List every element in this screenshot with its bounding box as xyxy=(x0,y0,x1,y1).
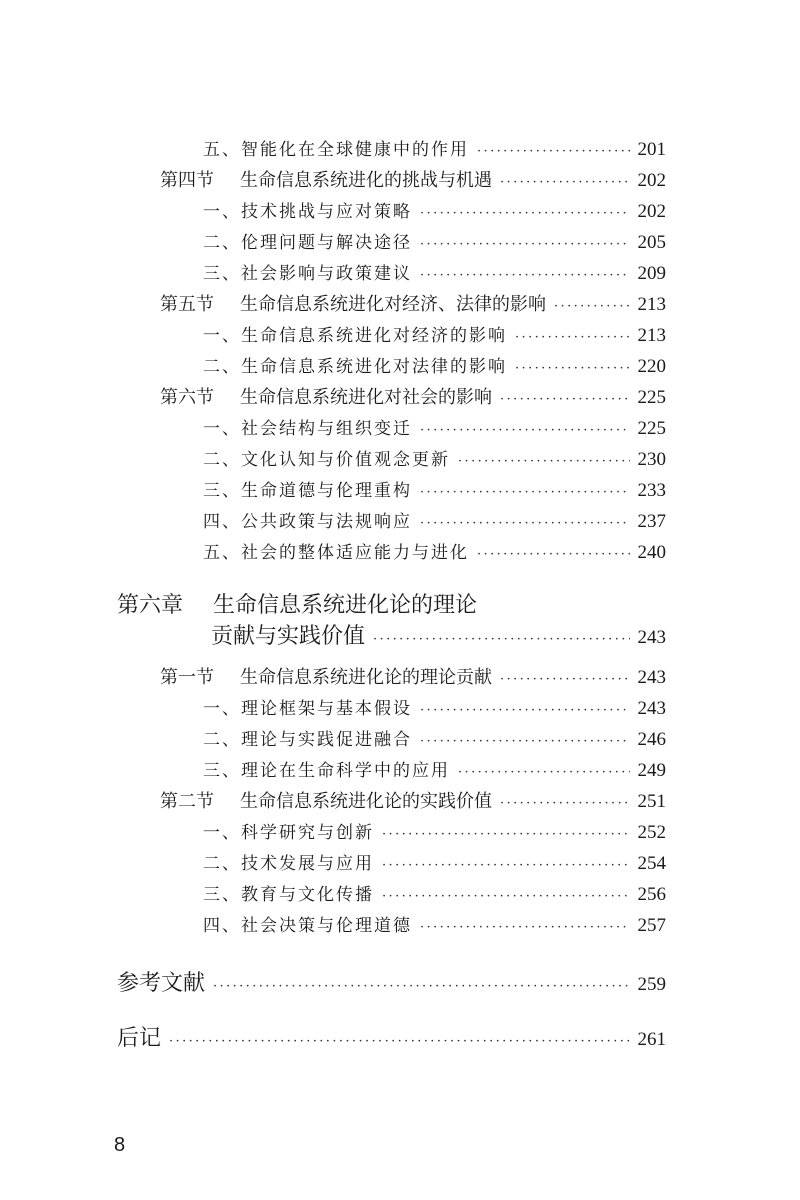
toc-row xyxy=(203,507,666,537)
toc-row xyxy=(203,849,666,879)
section-number: 第二节 xyxy=(160,791,214,812)
chapter-heading xyxy=(117,588,477,619)
entry-title: 一、技术挑战与应对策略 xyxy=(203,202,412,222)
dot-leader xyxy=(420,423,630,438)
dot-leader xyxy=(420,237,630,252)
dot-leader xyxy=(420,485,630,500)
dot-leader xyxy=(213,979,630,994)
entry-title: 三、教育与文化传播 xyxy=(203,885,374,905)
toc-row xyxy=(203,414,666,444)
section-title: 生命信息系统进化对社会的影响 xyxy=(240,387,492,408)
toc-row xyxy=(203,756,666,786)
entry-title: 五、社会的整体适应能力与进化 xyxy=(203,543,469,563)
entry-title: 一、生命信息系统进化对经济的影响 xyxy=(203,326,507,346)
toc-row xyxy=(160,663,666,693)
page-number: 202 xyxy=(637,201,666,222)
toc-row xyxy=(203,228,666,258)
toc-row xyxy=(203,476,666,506)
page-number: 220 xyxy=(637,356,666,377)
page-number: 254 xyxy=(637,853,666,874)
chapter-title-line2: 贡献与实践价值 xyxy=(211,624,366,649)
dot-leader xyxy=(500,796,630,811)
dot-leader xyxy=(382,858,630,873)
dot-leader xyxy=(382,889,630,904)
dot-leader xyxy=(515,361,630,376)
toc-row xyxy=(160,787,666,817)
section-title: 生命信息系统进化的挑战与机遇 xyxy=(240,170,492,191)
dot-leader xyxy=(500,175,630,190)
toc-row xyxy=(160,290,666,320)
toc-row xyxy=(203,445,666,475)
chapter-title-line1: 生命信息系统进化论的理论 xyxy=(213,593,478,618)
toc-row xyxy=(203,725,666,755)
dot-leader xyxy=(420,703,630,718)
toc-row xyxy=(203,197,666,227)
entry-title: 五、智能化在全球健康中的作用 xyxy=(203,140,469,160)
page-number: 261 xyxy=(637,1029,666,1050)
entry-title: 一、科学研究与创新 xyxy=(203,823,374,843)
toc-row xyxy=(203,694,666,724)
entry-title: 二、理论与实践促进融合 xyxy=(203,730,412,750)
page-number: 252 xyxy=(637,822,666,843)
page-number: 225 xyxy=(637,387,666,408)
entry-title: 二、技术发展与应用 xyxy=(203,854,374,874)
toc-row xyxy=(160,166,666,196)
dot-leader xyxy=(420,516,630,531)
dot-leader xyxy=(500,392,630,407)
dot-leader xyxy=(554,299,630,314)
page-number: 256 xyxy=(637,884,666,905)
toc-row xyxy=(203,818,666,848)
toc-row xyxy=(203,259,666,289)
dot-leader xyxy=(169,1034,630,1049)
entry-title: 三、社会影响与政策建议 xyxy=(203,264,412,284)
dot-leader xyxy=(477,547,630,562)
page-number: 246 xyxy=(637,729,666,750)
entry-title: 四、公共政策与法规响应 xyxy=(203,512,412,532)
dot-leader xyxy=(515,330,630,345)
page-number: 243 xyxy=(637,627,666,648)
entry-title: 二、文化认知与价值观念更新 xyxy=(203,450,450,470)
entry-title: 四、社会决策与伦理道德 xyxy=(203,916,412,936)
page-number: 225 xyxy=(637,418,666,439)
section-number: 第一节 xyxy=(160,667,214,688)
toc-row xyxy=(203,880,666,910)
page-number: 243 xyxy=(637,667,666,688)
page-number: 243 xyxy=(637,698,666,719)
page-number: 257 xyxy=(637,915,666,936)
toc-row xyxy=(203,321,666,351)
section-title: 生命信息系统进化论的实践价值 xyxy=(240,791,492,812)
toc-row xyxy=(117,1021,666,1055)
postscript-title: 后记 xyxy=(117,1026,162,1051)
dot-leader xyxy=(500,672,630,687)
page-folio: 8 xyxy=(114,1134,126,1156)
page-number: 213 xyxy=(637,294,666,315)
page-number: 213 xyxy=(637,325,666,346)
toc-row xyxy=(203,135,666,165)
page-number: 201 xyxy=(637,139,666,160)
dot-leader xyxy=(458,765,630,780)
page-number: 251 xyxy=(637,791,666,812)
section-number: 第四节 xyxy=(160,170,214,191)
page-number: 205 xyxy=(637,232,666,253)
dot-leader xyxy=(420,206,630,221)
page-number: 249 xyxy=(637,760,666,781)
entry-title: 二、生命信息系统进化对法律的影响 xyxy=(203,357,507,377)
section-title: 生命信息系统进化论的理论贡献 xyxy=(240,667,492,688)
chapter-number: 第六章 xyxy=(117,593,184,618)
references-title: 参考文献 xyxy=(117,971,206,996)
toc-row xyxy=(203,538,666,568)
page-number: 237 xyxy=(637,511,666,532)
entry-title: 二、伦理问题与解决途径 xyxy=(203,233,412,253)
dot-leader xyxy=(373,632,630,647)
dot-leader xyxy=(477,144,630,159)
entry-title: 三、生命道德与伦理重构 xyxy=(203,481,412,501)
page-number: 259 xyxy=(637,974,666,995)
dot-leader xyxy=(420,920,630,935)
page-number: 202 xyxy=(637,170,666,191)
dot-leader xyxy=(420,268,630,283)
section-number: 第六节 xyxy=(160,387,214,408)
entry-title: 三、理论在生命科学中的应用 xyxy=(203,761,450,781)
dot-leader xyxy=(382,827,630,842)
toc-row xyxy=(117,966,666,1000)
page-number: 240 xyxy=(637,542,666,563)
page-number: 209 xyxy=(637,263,666,284)
page-number: 233 xyxy=(637,480,666,501)
toc-row xyxy=(160,383,666,413)
entry-title: 一、社会结构与组织变迁 xyxy=(203,419,412,439)
entry-title: 一、理论框架与基本假设 xyxy=(203,699,412,719)
dot-leader xyxy=(420,734,630,749)
toc-row xyxy=(203,352,666,382)
toc-row xyxy=(203,911,666,941)
section-title: 生命信息系统进化对经济、法律的影响 xyxy=(240,294,546,315)
toc-row xyxy=(211,619,666,653)
section-number: 第五节 xyxy=(160,294,214,315)
dot-leader xyxy=(458,454,630,469)
page-number: 230 xyxy=(637,449,666,470)
